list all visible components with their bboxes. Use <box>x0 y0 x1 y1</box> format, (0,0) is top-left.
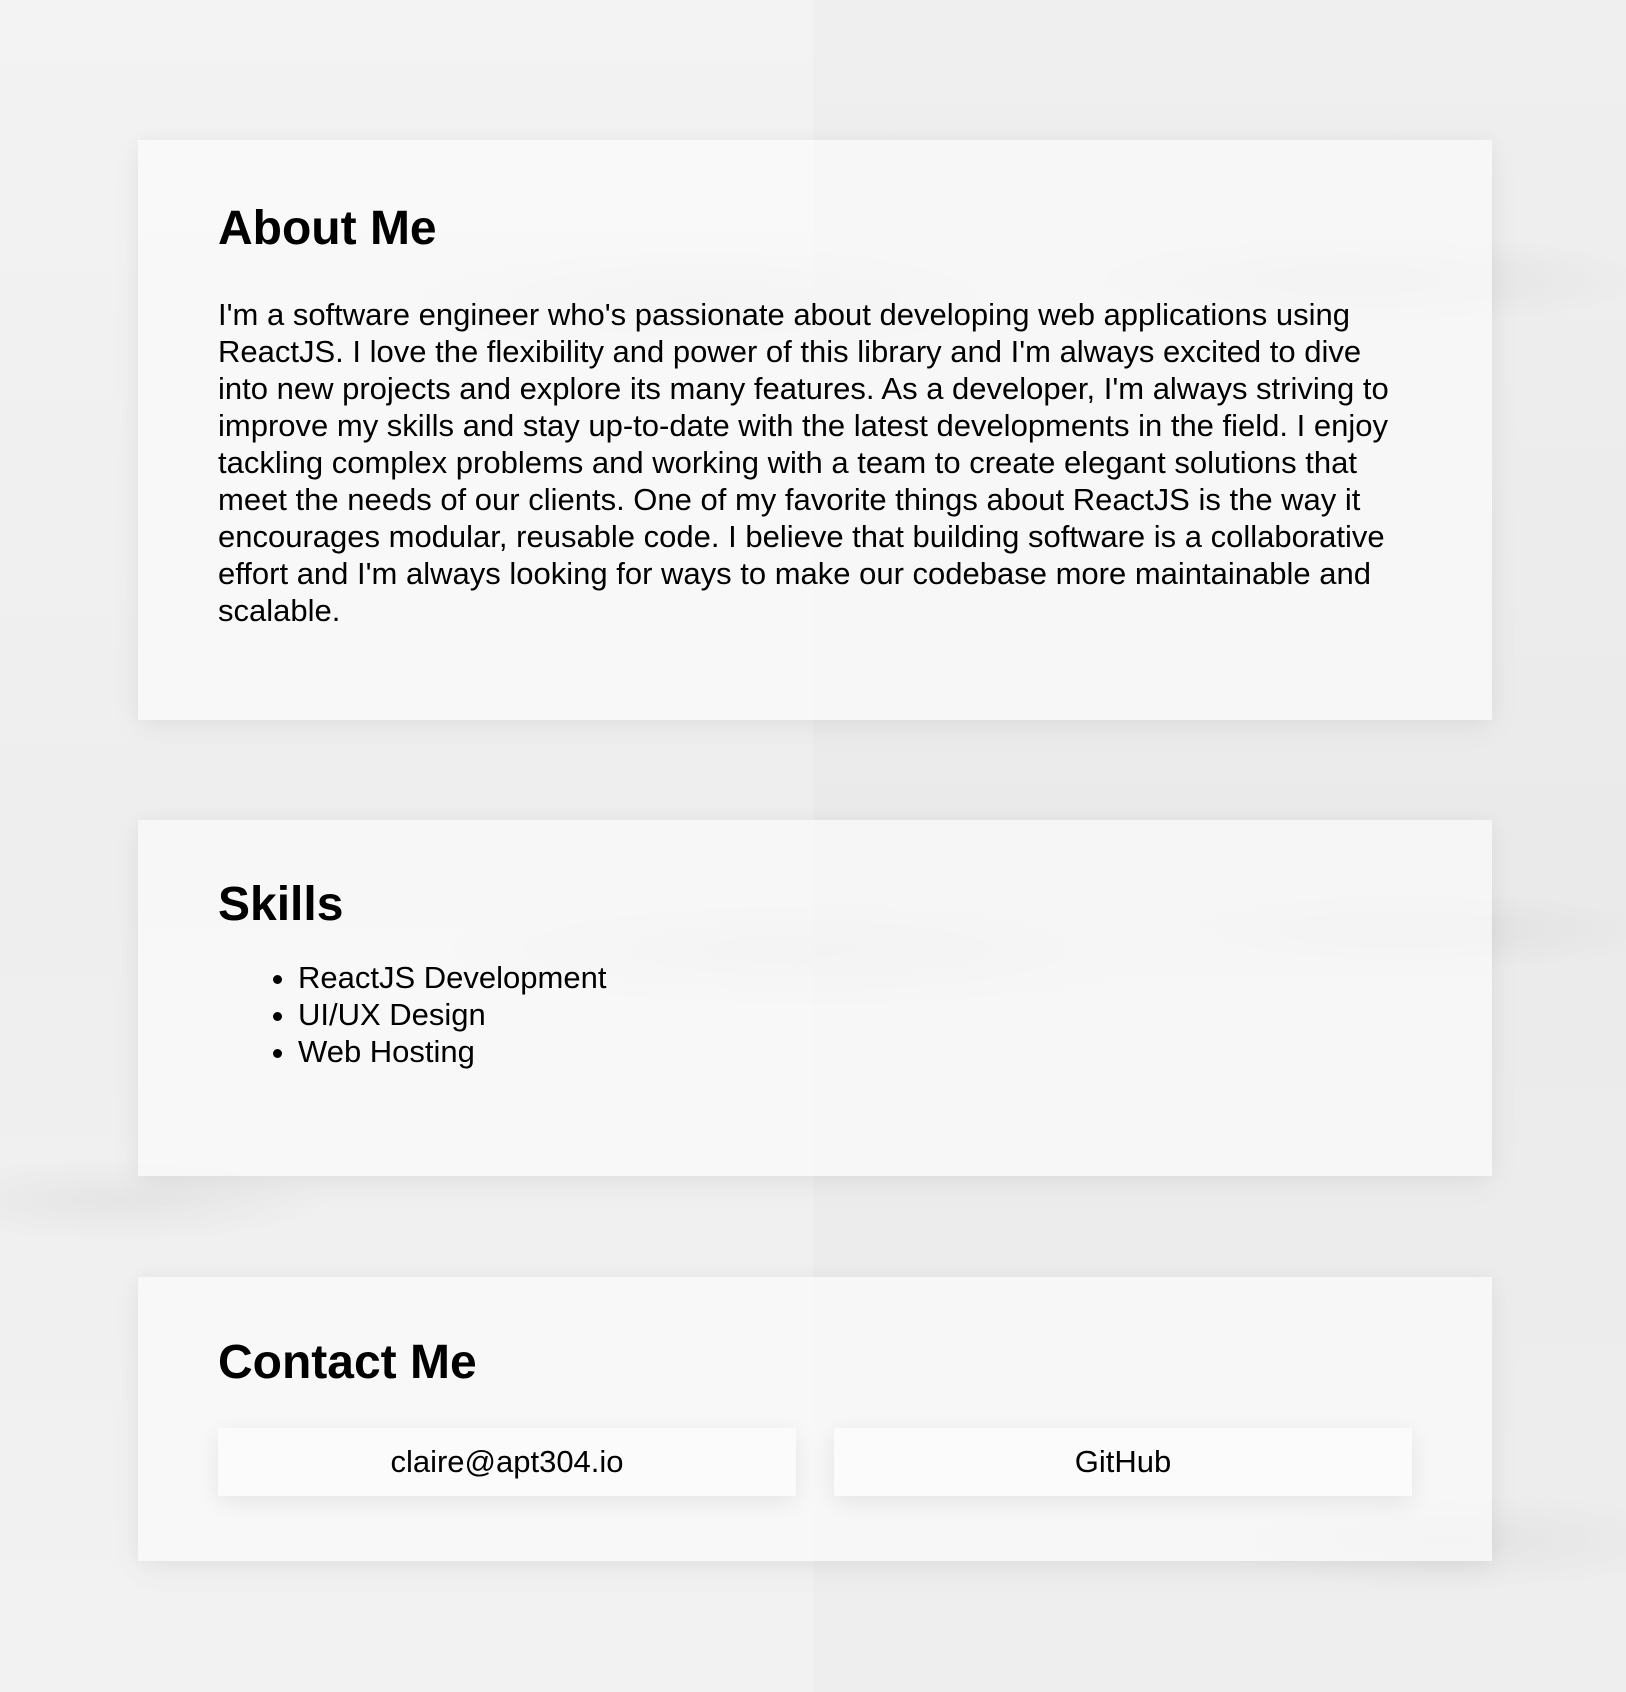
skills-section <box>138 820 1492 1176</box>
github-link[interactable]: GitHub <box>834 1428 1412 1496</box>
contact-links <box>218 1428 1412 1496</box>
skill-item: • Web Hosting <box>298 1033 1412 1070</box>
contact-title: Contact Me <box>218 1336 477 1389</box>
email-link[interactable]: claire@apt304.io <box>218 1428 796 1496</box>
about-section <box>138 140 1492 720</box>
skill-item: • ReactJS Development <box>298 959 1412 996</box>
about-title: About Me <box>218 202 437 255</box>
skill-item: • UI/UX Design <box>298 996 1412 1033</box>
contact-section <box>138 1277 1492 1561</box>
skills-title: Skills <box>218 878 344 931</box>
about-text: I'm a software engineer who's passionate about developing web applications using ReactJS. I love the flexibility and power of this library and I'm always excited to dive into new projects and explore its many features. As a developer, I'm always striving to improve my skills and stay up-to-date with the latest developments in the field. I enjoy tackling complex problems and working with a team to create elegant solutions that meet the needs of our clients. One of my favorite things about ReactJS is the way it encourages modular, reusable code. I believe that building software is a collaborative effort and I'm always looking for ways to make our codebase more maintainable and scalable. <box>218 297 1389 628</box>
skills-list <box>218 959 1412 1070</box>
